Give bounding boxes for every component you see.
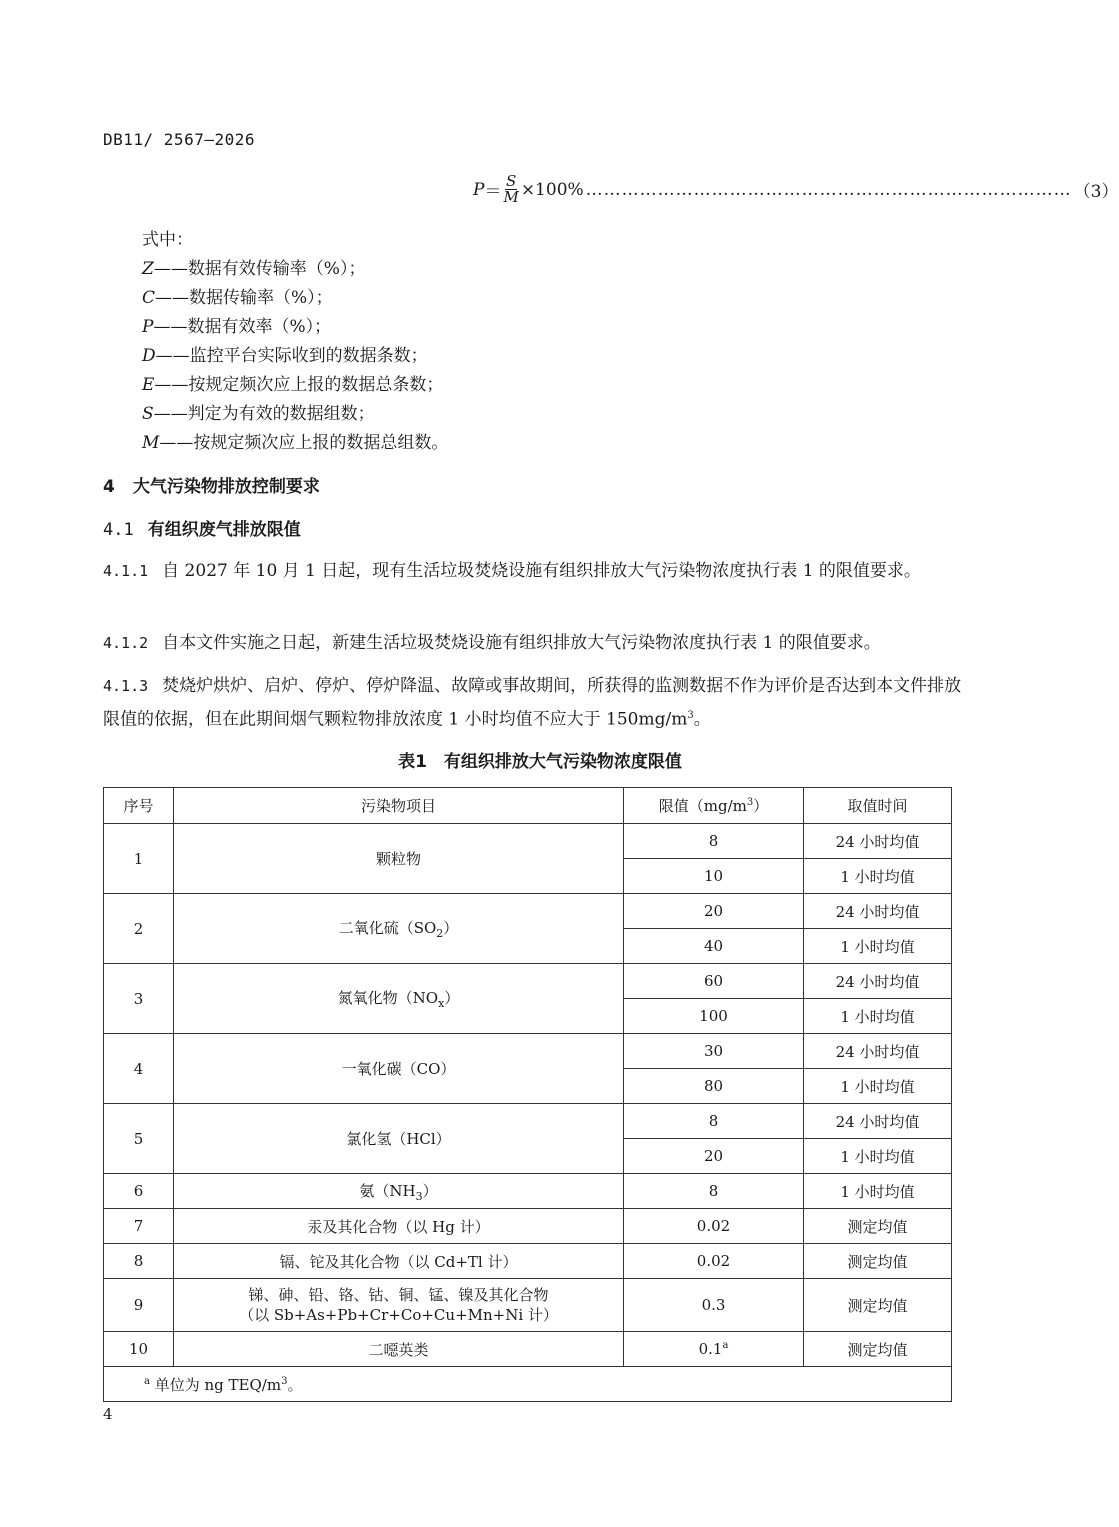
cell-item: 颗粒物 (174, 824, 624, 894)
cell-item: 锑、砷、铅、铬、钴、铜、锰、镍及其化合物 （以 Sb+As+Pb+Cr+Co+Cu+Mn+Ni 计） (174, 1279, 624, 1332)
clause-4-1-3: 4.1.3 焚烧炉烘炉、启炉、停炉、停炉降温、故障或事故期间，所获得的监测数据不作为评价是否达到本文件排放限值的依据，但在此期间烟气颗粒物排放浓度 1 小时均值不应大于 $150mg/m^3$。 (103, 676, 962, 730)
formula-3 (473, 172, 1119, 206)
clause-4-1-2: 4.1.2 自本文件实施之日起，新建生活垃圾焚烧设施有组织排放大气污染物浓度执行表 1 的限值要求。 (103, 633, 881, 653)
cell-no: 5 (104, 1104, 174, 1174)
cell-time: 1 小时均值 (804, 999, 952, 1034)
cell-limit: 20 (624, 894, 804, 929)
formula-lhs: P (473, 179, 485, 200)
table-header-row (104, 788, 952, 824)
cell-no: 7 (104, 1209, 174, 1244)
section-4-heading: 4 大气污染物排放控制要求 (103, 477, 320, 497)
table-row (104, 1104, 952, 1139)
cell-no: 6 (104, 1174, 174, 1209)
cell-item: 二噁英类 (174, 1332, 624, 1367)
cell-no: 10 (104, 1332, 174, 1367)
cell-item: 镉、铊及其化合物（以 Cd+Tl 计） (174, 1244, 624, 1279)
header-no: 序号 (104, 788, 174, 824)
table-row (104, 824, 952, 859)
table-row (104, 894, 952, 929)
formula-denominator: M (503, 188, 519, 206)
cell-time: 测定均值 (804, 1244, 952, 1279)
cell-time: 1 小时均值 (804, 1069, 952, 1104)
section-4-1-heading: 4.1 有组织废气排放限值 (103, 520, 301, 540)
table-row (104, 1209, 952, 1244)
cell-time: 测定均值 (804, 1209, 952, 1244)
formula-equals: ＝ (484, 182, 502, 202)
cell-time: 24 小时均值 (804, 894, 952, 929)
where-label: 式中： (142, 230, 193, 250)
table-footnote: $^a$ 单位为 ng TEQ/$m^3$。 (104, 1367, 952, 1402)
cell-time: 测定均值 (804, 1332, 952, 1367)
cell-limit: 100 (624, 999, 804, 1034)
cell-item: 氯化氢（HCl） (174, 1104, 624, 1174)
cell-limit: 8 (624, 1104, 804, 1139)
table-row (104, 1332, 952, 1367)
table-row (104, 1034, 952, 1069)
header-limit: 限值$(mg/m^3)$ (624, 788, 804, 824)
cell-item: 二氧化硫$(SO_2)$ (174, 894, 624, 964)
cell-time: 24 小时均值 (804, 1034, 952, 1069)
cell-time: 1 小时均值 (804, 859, 952, 894)
emission-limits-table (103, 787, 952, 1402)
cell-limit: 80 (624, 1069, 804, 1104)
definition-d: D——监控平台实际收到的数据条数； (142, 346, 428, 366)
definition-c: C——数据传输率（%）； (142, 288, 333, 308)
table-row (104, 1244, 952, 1279)
cell-limit: 0.3 (624, 1279, 804, 1332)
cell-limit: 0.02 (624, 1244, 804, 1279)
document-code: DB11/ 2567—2026 (103, 130, 255, 149)
formula-leader-dots: ……………………………………………………………………… (585, 179, 1072, 200)
table-row (104, 964, 952, 999)
cell-limit: 10 (624, 859, 804, 894)
cell-limit: 8 (624, 1174, 804, 1209)
cell-limit: 0.02 (624, 1209, 804, 1244)
header-item: 污染物项目 (174, 788, 624, 824)
cell-time: 1 小时均值 (804, 929, 952, 964)
cell-limit: 20 (624, 1139, 804, 1174)
cell-no: 1 (104, 824, 174, 894)
cell-no: 8 (104, 1244, 174, 1279)
cell-item: 一氧化碳（CO） (174, 1034, 624, 1104)
cell-no: 9 (104, 1279, 174, 1332)
cell-time: 1 小时均值 (804, 1139, 952, 1174)
definition-p: P——数据有效率（%）； (142, 317, 332, 337)
definition-z: Z——数据有效传输率（%）； (142, 259, 366, 279)
cell-no: 4 (104, 1034, 174, 1104)
cell-limit: 40 (624, 929, 804, 964)
table-row (104, 1174, 952, 1209)
table-title: 表1 有组织排放大气污染物浓度限值 (398, 752, 682, 772)
cell-time: 24 小时均值 (804, 964, 952, 999)
cell-limit: 8 (624, 824, 804, 859)
definition-s: S——判定为有效的数据组数； (142, 404, 375, 424)
cell-item: 汞及其化合物（以 Hg 计） (174, 1209, 624, 1244)
table-row (104, 1279, 952, 1332)
cell-item: 氮氧化物$(NO_x)$ (174, 964, 624, 1034)
page-number: 4 (103, 1405, 113, 1423)
cell-time: 测定均值 (804, 1279, 952, 1332)
formula-number: （3） (1073, 182, 1119, 202)
table-note-row (104, 1367, 952, 1402)
cell-time: 1 小时均值 (804, 1174, 952, 1209)
cell-no: 3 (104, 964, 174, 1034)
cell-limit: 60 (624, 964, 804, 999)
cell-time: 24 小时均值 (804, 1104, 952, 1139)
definition-e: E——按规定频次应上报的数据总条数； (142, 375, 444, 395)
cell-item: 氨$(NH_3)$ (174, 1174, 624, 1209)
clause-4-1-1: 4.1.1 自 2027 年 10 月 1 日起，现有生活垃圾焚烧设施有组织排放大气污染物浓度执行表 1 的限值要求。 (103, 561, 921, 581)
definition-m: M——按规定频次应上报的数据总组数。 (142, 433, 449, 453)
cell-limit: 30 (624, 1034, 804, 1069)
formula-numerator: S (505, 172, 517, 190)
formula-rhs: ×100% (520, 179, 584, 200)
header-time: 取值时间 (804, 788, 952, 824)
cell-no: 2 (104, 894, 174, 964)
formula-fraction (503, 174, 518, 205)
cell-time: 24 小时均值 (804, 824, 952, 859)
cell-limit: 0.1$^a$ (624, 1332, 804, 1367)
